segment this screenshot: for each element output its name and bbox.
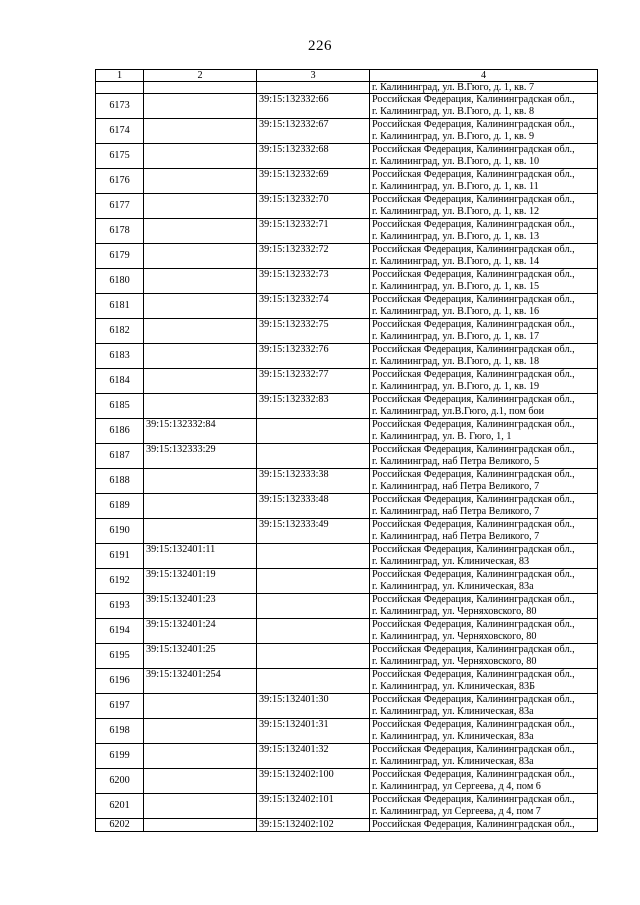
- cadastral-number-col3: 39:15:132332:70: [257, 194, 370, 219]
- row-number: 6183: [96, 344, 144, 369]
- cadastral-number-col2: [144, 144, 257, 169]
- table-row: [96, 619, 598, 644]
- row-number: 6174: [96, 119, 144, 144]
- address-cell: [370, 494, 598, 519]
- address-cell: [370, 269, 598, 294]
- cadastral-number-col2: [144, 219, 257, 244]
- cadastral-number-col2: [144, 244, 257, 269]
- address-line-2: г. Калининград, ул Сергеева, д 4, пом 7: [372, 806, 541, 817]
- cadastral-number-col3: 39:15:132402:102: [257, 819, 370, 832]
- row-number: 6197: [96, 694, 144, 719]
- cadastral-number-col2: [144, 119, 257, 144]
- table-row: [96, 794, 598, 819]
- cadastral-number-col3: 39:15:132332:66: [257, 94, 370, 119]
- address-cell: [370, 119, 598, 144]
- table-row: [96, 669, 598, 694]
- row-number: 6176: [96, 169, 144, 194]
- row-number: 6182: [96, 319, 144, 344]
- cadastral-number-col2: [144, 294, 257, 319]
- row-number: 6188: [96, 469, 144, 494]
- cadastral-number-col2: [144, 519, 257, 544]
- address-line-2: г. Калининград, ул. В.Гюго, д. 1, кв. 11: [372, 181, 539, 192]
- continuation-row: [96, 82, 598, 94]
- address-cell: [370, 344, 598, 369]
- address-line-1: Российская Федерация, Калининградская обл.,: [372, 769, 575, 780]
- header-col-3: 3: [257, 70, 370, 82]
- cadastral-number-col3: [257, 669, 370, 694]
- row-number: 6199: [96, 744, 144, 769]
- address-line-1: Российская Федерация, Калининградская обл.,: [372, 644, 575, 655]
- table-row: [96, 519, 598, 544]
- address-cell: [370, 394, 598, 419]
- address-line-1: Российская Федерация, Калининградская обл.,: [372, 544, 575, 555]
- table-row: [96, 169, 598, 194]
- address-line-1: Российская Федерация, Калининградская обл.,: [372, 94, 575, 105]
- cadastral-number-col2: 39:15:132401:19: [144, 569, 257, 594]
- cadastral-number-col2: [144, 769, 257, 794]
- continuation-cell-2: [144, 82, 257, 94]
- row-number: 6177: [96, 194, 144, 219]
- address-line-1: Российская Федерация, Калининградская обл.,: [372, 569, 575, 580]
- address-line-1: Российская Федерация, Калининградская обл.,: [372, 719, 575, 730]
- address-cell: [370, 669, 598, 694]
- address-line-2: г. Калининград, ул. Черняховского, 80: [372, 606, 537, 617]
- cadastral-number-col2: 39:15:132332:84: [144, 419, 257, 444]
- header-col-1: 1: [96, 70, 144, 82]
- address-cell: [370, 619, 598, 644]
- address-cell: [370, 544, 598, 569]
- cadastral-number-col2: [144, 94, 257, 119]
- row-number: 6198: [96, 719, 144, 744]
- table-row: [96, 94, 598, 119]
- cadastral-number-col2: [144, 269, 257, 294]
- address-cell: [370, 769, 598, 794]
- table-row: [96, 119, 598, 144]
- address-line-1: Российская Федерация, Калининградская обл.,: [372, 744, 575, 755]
- cadastral-number-col2: 39:15:132333:29: [144, 444, 257, 469]
- continuation-address: г. Калининград, ул. В.Гюго, д. 1, кв. 7: [370, 82, 598, 94]
- table-row: [96, 719, 598, 744]
- table-row: [96, 369, 598, 394]
- address-line-1: Российская Федерация, Калининградская обл.,: [372, 444, 575, 455]
- cadastral-number-col3: 39:15:132401:31: [257, 719, 370, 744]
- cadastral-number-col3: [257, 619, 370, 644]
- cadastral-number-col2: 39:15:132401:254: [144, 669, 257, 694]
- header-col-2: 2: [144, 70, 257, 82]
- table-row: [96, 319, 598, 344]
- cadastral-number-col3: 39:15:132332:68: [257, 144, 370, 169]
- address-cell: [370, 744, 598, 769]
- cadastral-number-col2: [144, 794, 257, 819]
- address-line-2: г. Калининград, ул. В.Гюго, д. 1, кв. 13: [372, 231, 540, 242]
- cadastral-number-col3: 39:15:132332:76: [257, 344, 370, 369]
- cadastral-number-col3: 39:15:132401:32: [257, 744, 370, 769]
- cadastral-number-col2: 39:15:132401:24: [144, 619, 257, 644]
- cadastral-number-col2: [144, 719, 257, 744]
- address-line-1: Российская Федерация, Калининградская обл.,: [372, 819, 575, 830]
- address-line-2: г. Калининград, ул. В.Гюго, д. 1, кв. 15: [372, 281, 540, 292]
- cadastral-number-col3: 39:15:132402:100: [257, 769, 370, 794]
- row-number: 6195: [96, 644, 144, 669]
- address-cell: [370, 519, 598, 544]
- address-line-2: г. Калининград, ул. Клиническая, 83а: [372, 731, 534, 742]
- cadastral-number-col3: 39:15:132332:74: [257, 294, 370, 319]
- table-row: [96, 269, 598, 294]
- table-row: [96, 294, 598, 319]
- address-line-2: г. Калининград, ул. Клиническая, 83а: [372, 706, 534, 717]
- cadastral-number-col3: 39:15:132332:75: [257, 319, 370, 344]
- cadastral-number-col2: [144, 469, 257, 494]
- cadastral-number-col2: 39:15:132401:23: [144, 594, 257, 619]
- cadastral-number-col2: [144, 319, 257, 344]
- address-cell: [370, 219, 598, 244]
- cadastral-number-col2: [144, 694, 257, 719]
- row-number: 6190: [96, 519, 144, 544]
- address-cell: [370, 369, 598, 394]
- cadastral-number-col3: 39:15:132332:73: [257, 269, 370, 294]
- address-line-1: Российская Федерация, Калининградская обл.,: [372, 219, 575, 230]
- cadastral-number-col2: [144, 819, 257, 832]
- address-line-1: Российская Федерация, Калининградская обл.,: [372, 369, 575, 380]
- row-number: 6193: [96, 594, 144, 619]
- address-line-1: Российская Федерация, Калининградская обл.,: [372, 794, 575, 805]
- address-line-1: Российская Федерация, Калининградская обл.,: [372, 119, 575, 130]
- row-number: 6175: [96, 144, 144, 169]
- cadastral-number-col2: [144, 494, 257, 519]
- row-number: 6185: [96, 394, 144, 419]
- cadastral-number-col3: 39:15:132333:48: [257, 494, 370, 519]
- address-line-2: г. Калининград, ул. Клиническая, 83Б: [372, 681, 535, 692]
- cadastral-number-col3: 39:15:132333:49: [257, 519, 370, 544]
- address-cell: [370, 319, 598, 344]
- table-row: [96, 419, 598, 444]
- address-line-2: г. Калининград, ул. Клиническая, 83а: [372, 581, 534, 592]
- address-line-2: г. Калининград, ул.В.Гюго, д.1, пом бои: [372, 406, 545, 417]
- table-row: [96, 144, 598, 169]
- address-line-2: г. Калининград, ул. В. Гюго, 1, 1: [372, 431, 512, 442]
- registry-table: [95, 69, 598, 832]
- table-row: [96, 819, 598, 832]
- cadastral-number-col3: 39:15:132332:71: [257, 219, 370, 244]
- address-line-2: г. Калининград, ул. В.Гюго, д. 1, кв. 16: [372, 306, 540, 317]
- address-line-2: г. Калининград, ул. В.Гюго, д. 1, кв. 12: [372, 206, 540, 217]
- address-line-1: Российская Федерация, Калининградская обл.,: [372, 469, 575, 480]
- continuation-cell-3: [257, 82, 370, 94]
- cadastral-number-col3: 39:15:132401:30: [257, 694, 370, 719]
- row-number: 6179: [96, 244, 144, 269]
- address-cell: [370, 469, 598, 494]
- address-line-2: г. Калининград, ул Сергеева, д 4, пом 6: [372, 781, 541, 792]
- row-number: 6186: [96, 419, 144, 444]
- cadastral-number-col3: 39:15:132332:77: [257, 369, 370, 394]
- table-row: [96, 594, 598, 619]
- address-line-1: Российская Федерация, Калининградская обл.,: [372, 294, 575, 305]
- table-row: [96, 644, 598, 669]
- row-number: 6201: [96, 794, 144, 819]
- row-number: 6189: [96, 494, 144, 519]
- table-row: [96, 469, 598, 494]
- row-number: 6192: [96, 569, 144, 594]
- cadastral-number-col2: [144, 394, 257, 419]
- address-cell: [370, 819, 598, 832]
- address-line-1: Российская Федерация, Калининградская обл.,: [372, 169, 575, 180]
- address-line-2: г. Калининград, ул. В.Гюго, д. 1, кв. 18: [372, 356, 540, 367]
- cadastral-number-col3: 39:15:132402:101: [257, 794, 370, 819]
- address-line-1: Российская Федерация, Калининградская обл.,: [372, 694, 575, 705]
- address-line-2: г. Калининград, наб Петра Великого, 7: [372, 506, 540, 517]
- row-number: 6202: [96, 819, 144, 832]
- address-line-1: Российская Федерация, Калининградская обл.,: [372, 394, 575, 405]
- address-line-2: г. Калининград, ул. Черняховского, 80: [372, 631, 537, 642]
- address-line-2: г. Калининград, ул. В.Гюго, д. 1, кв. 9: [372, 131, 535, 142]
- row-number: 6200: [96, 769, 144, 794]
- cadastral-number-col2: 39:15:132401:25: [144, 644, 257, 669]
- address-line-1: Российская Федерация, Калининградская обл.,: [372, 519, 575, 530]
- cadastral-number-col3: [257, 594, 370, 619]
- address-cell: [370, 419, 598, 444]
- address-line-1: Российская Федерация, Калининградская обл.,: [372, 344, 575, 355]
- cadastral-number-col3: 39:15:132332:72: [257, 244, 370, 269]
- row-number: 6187: [96, 444, 144, 469]
- address-line-1: Российская Федерация, Калининградская обл.,: [372, 419, 575, 430]
- address-line-1: Российская Федерация, Калининградская обл.,: [372, 619, 575, 630]
- address-cell: [370, 444, 598, 469]
- address-line-1: Российская Федерация, Калининградская обл.,: [372, 319, 575, 330]
- address-cell: [370, 244, 598, 269]
- table-row: [96, 444, 598, 469]
- address-line-1: Российская Федерация, Калининградская обл.,: [372, 269, 575, 280]
- table-row: [96, 244, 598, 269]
- cadastral-number-col2: [144, 169, 257, 194]
- address-line-2: г. Калининград, наб Петра Великого, 7: [372, 481, 540, 492]
- row-number: 6180: [96, 269, 144, 294]
- table-row: [96, 694, 598, 719]
- address-cell: [370, 594, 598, 619]
- address-line-2: г. Калининград, ул. В.Гюго, д. 1, кв. 19: [372, 381, 540, 392]
- address-line-2: г. Калининград, наб Петра Великого, 5: [372, 456, 540, 467]
- table-row: [96, 494, 598, 519]
- address-cell: [370, 94, 598, 119]
- cadastral-number-col3: 39:15:132332:67: [257, 119, 370, 144]
- cadastral-number-col3: [257, 544, 370, 569]
- header-col-4: 4: [370, 70, 598, 82]
- header-row: [96, 70, 598, 82]
- cadastral-number-col3: 39:15:132333:38: [257, 469, 370, 494]
- address-line-2: г. Калининград, ул. Клиническая, 83а: [372, 756, 534, 767]
- table-row: [96, 769, 598, 794]
- address-cell: [370, 194, 598, 219]
- cadastral-number-col2: [144, 369, 257, 394]
- address-line-2: г. Калининград, ул. В.Гюго, д. 1, кв. 14: [372, 256, 540, 267]
- table-row: [96, 744, 598, 769]
- address-line-1: Российская Федерация, Калининградская обл.,: [372, 669, 575, 680]
- table-row: [96, 219, 598, 244]
- table-row: [96, 194, 598, 219]
- cadastral-number-col3: 39:15:132332:69: [257, 169, 370, 194]
- cadastral-number-col3: [257, 644, 370, 669]
- address-line-2: г. Калининград, наб Петра Великого, 7: [372, 531, 540, 542]
- continuation-cell-1: [96, 82, 144, 94]
- address-cell: [370, 294, 598, 319]
- address-line-2: г. Калининград, ул. Черняховского, 80: [372, 656, 537, 667]
- row-number: 6178: [96, 219, 144, 244]
- address-line-1: Российская Федерация, Калининградская обл.,: [372, 594, 575, 605]
- cadastral-number-col3: [257, 419, 370, 444]
- registry-table-body: [96, 70, 598, 832]
- row-number: 6194: [96, 619, 144, 644]
- address-line-2: г. Калининград, ул. В.Гюго, д. 1, кв. 17: [372, 331, 540, 342]
- cadastral-number-col2: [144, 194, 257, 219]
- address-cell: [370, 694, 598, 719]
- cadastral-number-col2: [144, 744, 257, 769]
- cadastral-number-col3: [257, 569, 370, 594]
- address-line-2: г. Калининград, ул. Клиническая, 83: [372, 556, 530, 567]
- page-number: 226: [308, 38, 332, 54]
- cadastral-number-col2: [144, 344, 257, 369]
- row-number: 6191: [96, 544, 144, 569]
- address-cell: [370, 569, 598, 594]
- address-line-1: Российская Федерация, Калининградская обл.,: [372, 194, 575, 205]
- address-cell: [370, 794, 598, 819]
- cadastral-number-col2: 39:15:132401:11: [144, 544, 257, 569]
- row-number: 6181: [96, 294, 144, 319]
- address-line-2: г. Калининград, ул. В.Гюго, д. 1, кв. 10: [372, 156, 540, 167]
- table-row: [96, 544, 598, 569]
- table-row: [96, 569, 598, 594]
- address-cell: [370, 144, 598, 169]
- row-number: 6173: [96, 94, 144, 119]
- address-line-1: Российская Федерация, Калининградская обл.,: [372, 244, 575, 255]
- address-line-1: Российская Федерация, Калининградская обл.,: [372, 144, 575, 155]
- address-line-1: Российская Федерация, Калининградская обл.,: [372, 494, 575, 505]
- address-cell: [370, 169, 598, 194]
- row-number: 6184: [96, 369, 144, 394]
- cadastral-number-col3: 39:15:132332:83: [257, 394, 370, 419]
- table-row: [96, 344, 598, 369]
- table-row: [96, 394, 598, 419]
- address-cell: [370, 719, 598, 744]
- address-cell: [370, 644, 598, 669]
- row-number: 6196: [96, 669, 144, 694]
- cadastral-number-col3: [257, 444, 370, 469]
- address-line-2: г. Калининград, ул. В.Гюго, д. 1, кв. 8: [372, 106, 535, 117]
